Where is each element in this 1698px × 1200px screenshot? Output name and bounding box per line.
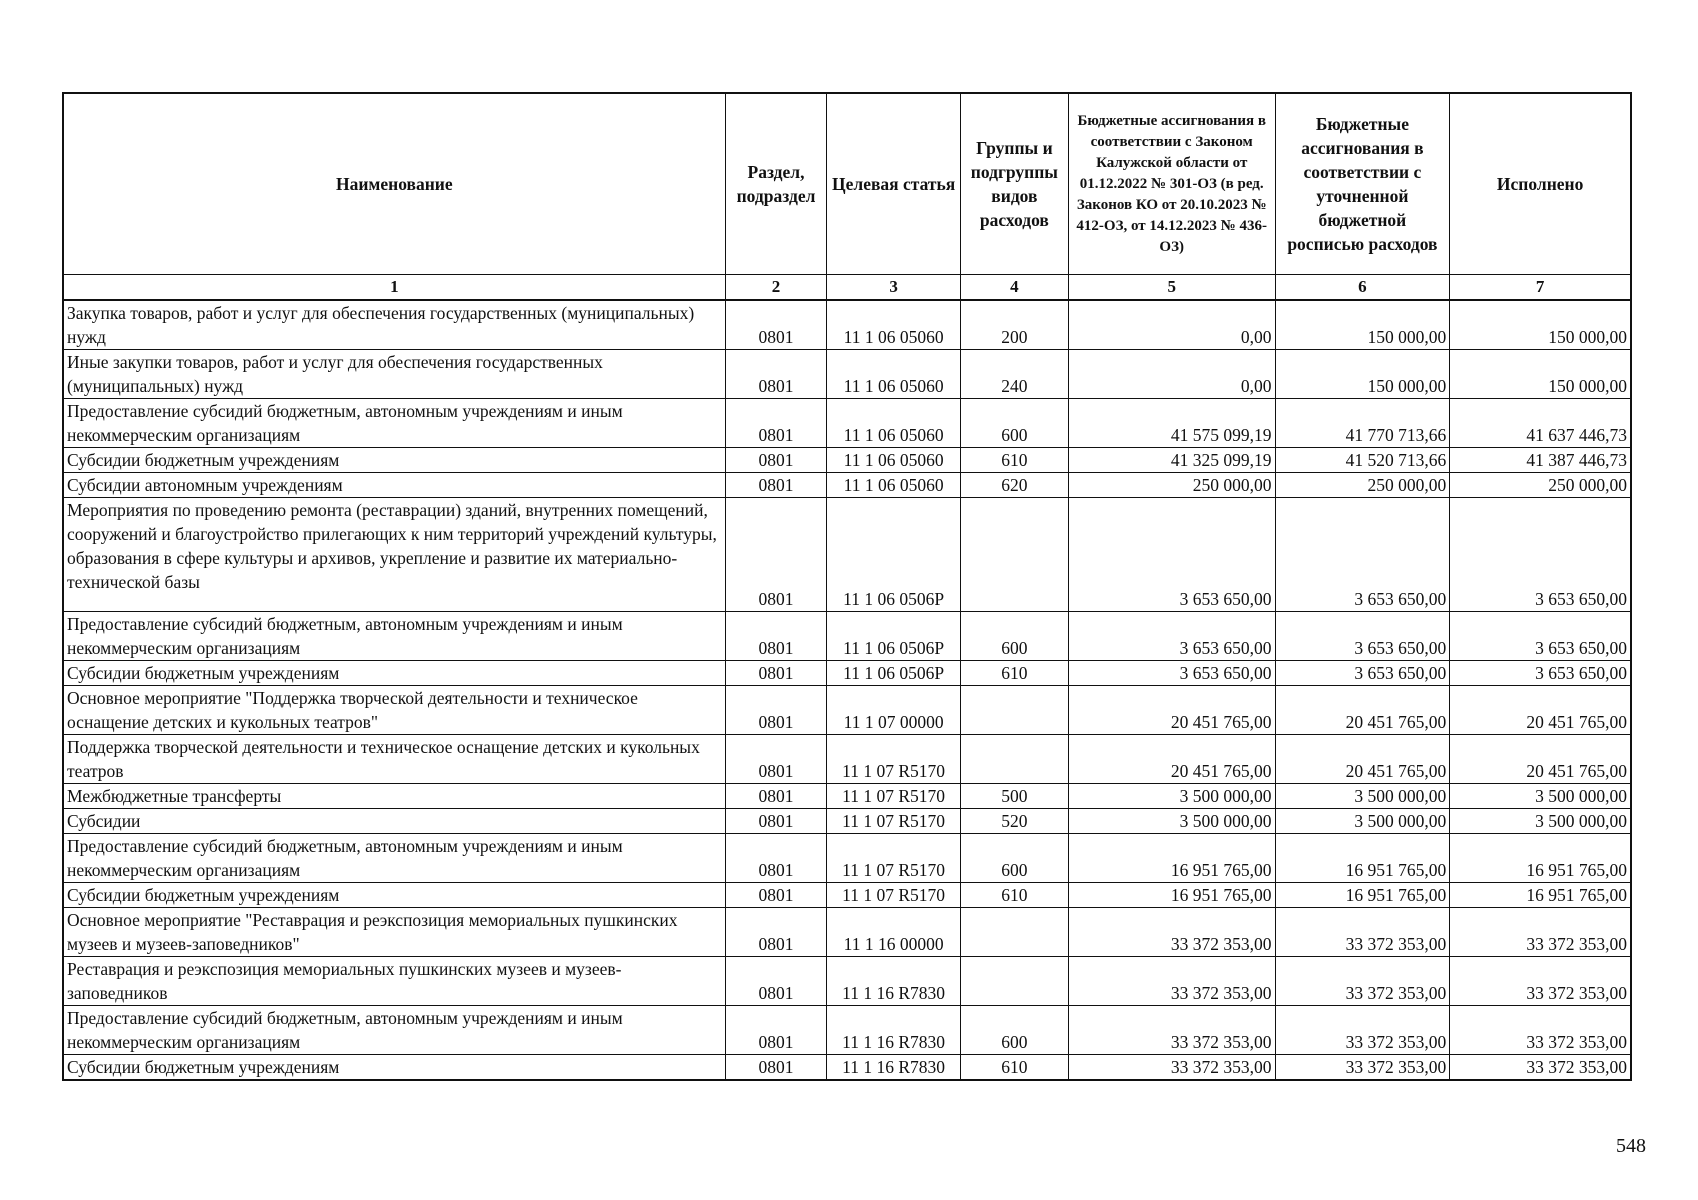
row-name: Предоставление субсидий бюджетным, автономным учреждениям и иным некоммерческим организациям bbox=[63, 834, 725, 883]
column-number: 2 bbox=[725, 275, 827, 301]
row-executed-amount: 41 387 446,73 bbox=[1450, 448, 1631, 473]
header-law: Бюджетные ассигнования в соответствии с Законом Калужской области от 01.12.2022 № 301-ОЗ (в ред. Законов КО от 20.10.2023 № 412-ОЗ, от 14.12.2023 № 436-ОЗ) bbox=[1068, 93, 1275, 275]
row-law-amount: 33 372 353,00 bbox=[1068, 1006, 1275, 1055]
row-executed-amount: 33 372 353,00 bbox=[1450, 957, 1631, 1006]
row-group: 600 bbox=[960, 612, 1068, 661]
row-executed-amount: 3 653 650,00 bbox=[1450, 498, 1631, 612]
row-article: 11 1 06 05060 bbox=[827, 473, 960, 498]
row-article: 11 1 07 R5170 bbox=[827, 735, 960, 784]
row-law-amount: 3 653 650,00 bbox=[1068, 661, 1275, 686]
row-executed-amount: 3 500 000,00 bbox=[1450, 784, 1631, 809]
row-section: 0801 bbox=[725, 834, 827, 883]
row-section: 0801 bbox=[725, 883, 827, 908]
row-section: 0801 bbox=[725, 908, 827, 957]
row-executed-amount: 20 451 765,00 bbox=[1450, 735, 1631, 784]
row-law-amount: 33 372 353,00 bbox=[1068, 908, 1275, 957]
row-name: Предоставление субсидий бюджетным, автономным учреждениям и иным некоммерческим организациям bbox=[63, 399, 725, 448]
row-section: 0801 bbox=[725, 350, 827, 399]
table-row bbox=[63, 883, 1631, 908]
table-row bbox=[63, 498, 1631, 612]
table-row bbox=[63, 399, 1631, 448]
row-section: 0801 bbox=[725, 473, 827, 498]
row-group: 520 bbox=[960, 809, 1068, 834]
row-article: 11 1 06 05060 bbox=[827, 300, 960, 350]
row-name: Субсидии автономным учреждениям bbox=[63, 473, 725, 498]
row-executed-amount: 33 372 353,00 bbox=[1450, 908, 1631, 957]
header-row bbox=[63, 93, 1631, 275]
row-section: 0801 bbox=[725, 957, 827, 1006]
row-law-amount: 3 500 000,00 bbox=[1068, 809, 1275, 834]
column-number-row bbox=[63, 275, 1631, 301]
row-executed-amount: 3 653 650,00 bbox=[1450, 661, 1631, 686]
row-group: 610 bbox=[960, 661, 1068, 686]
row-name: Предоставление субсидий бюджетным, автономным учреждениям и иным некоммерческим организациям bbox=[63, 1006, 725, 1055]
row-section: 0801 bbox=[725, 448, 827, 473]
table-row bbox=[63, 661, 1631, 686]
row-section: 0801 bbox=[725, 735, 827, 784]
row-executed-amount: 3 653 650,00 bbox=[1450, 612, 1631, 661]
row-group: 610 bbox=[960, 448, 1068, 473]
column-number: 4 bbox=[960, 275, 1068, 301]
row-article: 11 1 16 R7830 bbox=[827, 1055, 960, 1081]
row-article: 11 1 06 0506Р bbox=[827, 661, 960, 686]
table-row bbox=[63, 350, 1631, 399]
row-name: Иные закупки товаров, работ и услуг для обеспечения государственных (муниципальных) нужд bbox=[63, 350, 725, 399]
row-law-amount: 20 451 765,00 bbox=[1068, 735, 1275, 784]
row-article: 11 1 07 R5170 bbox=[827, 809, 960, 834]
row-executed-amount: 16 951 765,00 bbox=[1450, 883, 1631, 908]
row-group: 500 bbox=[960, 784, 1068, 809]
row-refined-amount: 33 372 353,00 bbox=[1275, 957, 1450, 1006]
column-number: 3 bbox=[827, 275, 960, 301]
row-law-amount: 3 500 000,00 bbox=[1068, 784, 1275, 809]
table-row bbox=[63, 448, 1631, 473]
row-refined-amount: 16 951 765,00 bbox=[1275, 834, 1450, 883]
row-group bbox=[960, 686, 1068, 735]
row-section: 0801 bbox=[725, 784, 827, 809]
row-section: 0801 bbox=[725, 1055, 827, 1081]
row-law-amount: 0,00 bbox=[1068, 300, 1275, 350]
row-article: 11 1 16 R7830 bbox=[827, 1006, 960, 1055]
row-article: 11 1 06 05060 bbox=[827, 350, 960, 399]
row-law-amount: 33 372 353,00 bbox=[1068, 957, 1275, 1006]
row-section: 0801 bbox=[725, 498, 827, 612]
row-name: Субсидии бюджетным учреждениям bbox=[63, 661, 725, 686]
row-executed-amount: 20 451 765,00 bbox=[1450, 686, 1631, 735]
row-name: Реставрация и реэкспозиция мемориальных пушкинских музеев и музеев-заповедников bbox=[63, 957, 725, 1006]
row-refined-amount: 3 653 650,00 bbox=[1275, 661, 1450, 686]
row-article: 11 1 07 00000 bbox=[827, 686, 960, 735]
table-row bbox=[63, 834, 1631, 883]
header-executed: Исполнено bbox=[1450, 93, 1631, 275]
header-article: Целевая статья bbox=[827, 93, 960, 275]
page-number: 548 bbox=[1616, 1135, 1646, 1157]
row-name: Закупка товаров, работ и услуг для обеспечения государственных (муниципальных) нужд bbox=[63, 300, 725, 350]
row-name: Мероприятия по проведению ремонта (реставрации) зданий, внутренних помещений, сооружений и благоустройство прилегающих к ним территорий учреждений культуры, образования в сфере культуры и архивов, укрепление и развитие их материально-технической базы bbox=[63, 498, 725, 612]
row-refined-amount: 33 372 353,00 bbox=[1275, 1055, 1450, 1081]
row-executed-amount: 16 951 765,00 bbox=[1450, 834, 1631, 883]
row-refined-amount: 20 451 765,00 bbox=[1275, 735, 1450, 784]
row-name: Основное мероприятие "Поддержка творческой деятельности и техническое оснащение детских и кукольных театров" bbox=[63, 686, 725, 735]
column-number: 5 bbox=[1068, 275, 1275, 301]
header-refined: Бюджетные ассигнования в соответствии с уточненной бюджетной росписью расходов bbox=[1275, 93, 1450, 275]
row-article: 11 1 07 R5170 bbox=[827, 834, 960, 883]
row-refined-amount: 150 000,00 bbox=[1275, 350, 1450, 399]
row-law-amount: 20 451 765,00 bbox=[1068, 686, 1275, 735]
row-section: 0801 bbox=[725, 686, 827, 735]
row-group bbox=[960, 908, 1068, 957]
row-refined-amount: 150 000,00 bbox=[1275, 300, 1450, 350]
table-row bbox=[63, 686, 1631, 735]
row-law-amount: 41 325 099,19 bbox=[1068, 448, 1275, 473]
row-section: 0801 bbox=[725, 1006, 827, 1055]
row-group: 610 bbox=[960, 1055, 1068, 1081]
table-body bbox=[63, 300, 1631, 1080]
row-refined-amount: 33 372 353,00 bbox=[1275, 908, 1450, 957]
row-section: 0801 bbox=[725, 300, 827, 350]
row-article: 11 1 06 05060 bbox=[827, 399, 960, 448]
column-number: 6 bbox=[1275, 275, 1450, 301]
row-refined-amount: 16 951 765,00 bbox=[1275, 883, 1450, 908]
row-section: 0801 bbox=[725, 661, 827, 686]
row-section: 0801 bbox=[725, 809, 827, 834]
row-law-amount: 250 000,00 bbox=[1068, 473, 1275, 498]
row-article: 11 1 06 05060 bbox=[827, 448, 960, 473]
row-group: 620 bbox=[960, 473, 1068, 498]
row-group: 240 bbox=[960, 350, 1068, 399]
row-law-amount: 16 951 765,00 bbox=[1068, 834, 1275, 883]
row-article: 11 1 07 R5170 bbox=[827, 784, 960, 809]
row-law-amount: 0,00 bbox=[1068, 350, 1275, 399]
row-name: Предоставление субсидий бюджетным, автономным учреждениям и иным некоммерческим организациям bbox=[63, 612, 725, 661]
row-executed-amount: 41 637 446,73 bbox=[1450, 399, 1631, 448]
row-group: 200 bbox=[960, 300, 1068, 350]
header-section: Раздел, подраздел bbox=[725, 93, 827, 275]
row-refined-amount: 41 770 713,66 bbox=[1275, 399, 1450, 448]
row-group bbox=[960, 498, 1068, 612]
row-law-amount: 33 372 353,00 bbox=[1068, 1055, 1275, 1081]
row-refined-amount: 3 500 000,00 bbox=[1275, 784, 1450, 809]
table-row bbox=[63, 1055, 1631, 1081]
row-group: 600 bbox=[960, 834, 1068, 883]
row-refined-amount: 33 372 353,00 bbox=[1275, 1006, 1450, 1055]
budget-table bbox=[62, 92, 1632, 1081]
row-refined-amount: 3 653 650,00 bbox=[1275, 498, 1450, 612]
row-name: Субсидии бюджетным учреждениям bbox=[63, 448, 725, 473]
table-row bbox=[63, 300, 1631, 350]
row-law-amount: 16 951 765,00 bbox=[1068, 883, 1275, 908]
table-row bbox=[63, 735, 1631, 784]
row-refined-amount: 41 520 713,66 bbox=[1275, 448, 1450, 473]
table-row bbox=[63, 473, 1631, 498]
row-article: 11 1 06 0506Р bbox=[827, 612, 960, 661]
row-group: 610 bbox=[960, 883, 1068, 908]
column-number: 1 bbox=[63, 275, 725, 301]
row-refined-amount: 20 451 765,00 bbox=[1275, 686, 1450, 735]
row-section: 0801 bbox=[725, 399, 827, 448]
row-law-amount: 41 575 099,19 bbox=[1068, 399, 1275, 448]
row-group: 600 bbox=[960, 399, 1068, 448]
row-article: 11 1 06 0506Р bbox=[827, 498, 960, 612]
row-article: 11 1 07 R5170 bbox=[827, 883, 960, 908]
row-name: Субсидии бюджетным учреждениям bbox=[63, 883, 725, 908]
row-article: 11 1 16 R7830 bbox=[827, 957, 960, 1006]
row-refined-amount: 3 500 000,00 bbox=[1275, 809, 1450, 834]
header-name: Наименование bbox=[63, 93, 725, 275]
column-number: 7 bbox=[1450, 275, 1631, 301]
row-name: Субсидии bbox=[63, 809, 725, 834]
row-executed-amount: 150 000,00 bbox=[1450, 350, 1631, 399]
table-row bbox=[63, 957, 1631, 1006]
table-row bbox=[63, 784, 1631, 809]
table-row bbox=[63, 612, 1631, 661]
row-name: Основное мероприятие "Реставрация и реэкспозиция мемориальных пушкинских музеев и музеев-заповедников" bbox=[63, 908, 725, 957]
row-section: 0801 bbox=[725, 612, 827, 661]
row-executed-amount: 250 000,00 bbox=[1450, 473, 1631, 498]
row-law-amount: 3 653 650,00 bbox=[1068, 612, 1275, 661]
row-refined-amount: 3 653 650,00 bbox=[1275, 612, 1450, 661]
row-name: Поддержка творческой деятельности и техническое оснащение детских и кукольных театров bbox=[63, 735, 725, 784]
row-group bbox=[960, 735, 1068, 784]
table-row bbox=[63, 809, 1631, 834]
row-name: Субсидии бюджетным учреждениям bbox=[63, 1055, 725, 1081]
row-law-amount: 3 653 650,00 bbox=[1068, 498, 1275, 612]
row-article: 11 1 16 00000 bbox=[827, 908, 960, 957]
header-groups: Группы и подгруппы видов расходов bbox=[960, 93, 1068, 275]
budget-sheet bbox=[62, 92, 1632, 1081]
row-group: 600 bbox=[960, 1006, 1068, 1055]
row-executed-amount: 3 500 000,00 bbox=[1450, 809, 1631, 834]
row-executed-amount: 150 000,00 bbox=[1450, 300, 1631, 350]
table-row bbox=[63, 1006, 1631, 1055]
row-refined-amount: 250 000,00 bbox=[1275, 473, 1450, 498]
row-executed-amount: 33 372 353,00 bbox=[1450, 1055, 1631, 1081]
table-row bbox=[63, 908, 1631, 957]
row-group bbox=[960, 957, 1068, 1006]
row-executed-amount: 33 372 353,00 bbox=[1450, 1006, 1631, 1055]
row-name: Межбюджетные трансферты bbox=[63, 784, 725, 809]
